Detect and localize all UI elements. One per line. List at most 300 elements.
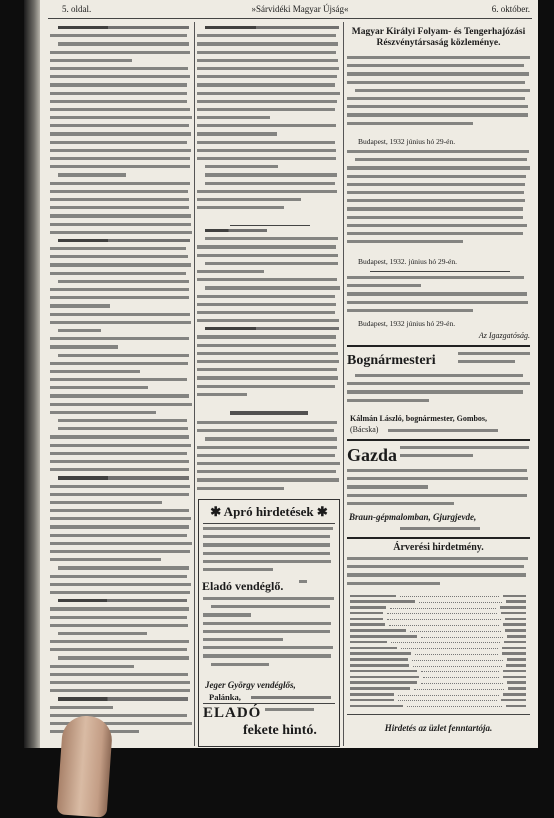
classified-inner-rule bbox=[203, 703, 335, 704]
illegible-text-line bbox=[58, 42, 189, 45]
row-place-illegible bbox=[350, 670, 417, 673]
row-dot-leader bbox=[390, 608, 496, 609]
illegible-text-line bbox=[347, 150, 529, 153]
mill-detail-illegible bbox=[400, 527, 480, 530]
illegible-text-line bbox=[50, 624, 188, 627]
illegible-text-line bbox=[197, 141, 335, 144]
wheelwright-ad-side-text bbox=[458, 352, 530, 370]
table-bottom-rule bbox=[347, 714, 530, 715]
illegible-text-line bbox=[58, 329, 101, 332]
column-1-article-text bbox=[50, 26, 192, 744]
illegible-text-line bbox=[347, 399, 429, 402]
row-dot-leader bbox=[391, 642, 499, 643]
row-dot-leader bbox=[387, 613, 497, 614]
illegible-text-line bbox=[197, 254, 338, 257]
classified-ads-box bbox=[198, 499, 340, 747]
illegible-text-line bbox=[347, 216, 523, 219]
illegible-text-line bbox=[203, 613, 251, 616]
row-place-illegible bbox=[350, 687, 410, 690]
illegible-text-line bbox=[58, 427, 188, 430]
illegible-text-line bbox=[197, 470, 336, 473]
illegible-text-line bbox=[211, 663, 269, 666]
illegible-text-line bbox=[50, 460, 189, 463]
ad-separator-2 bbox=[347, 439, 530, 441]
row-date-illegible bbox=[507, 681, 526, 684]
illegible-text-line bbox=[58, 476, 189, 479]
illegible-text-line bbox=[50, 616, 187, 619]
illegible-text-line bbox=[203, 646, 333, 649]
shipping-company-notice-title: Magyar Királyi Folyam- és Tengerhajózási Részvénytársaság közleménye. bbox=[351, 27, 526, 48]
illegible-text-line bbox=[50, 231, 192, 234]
illegible-text-line bbox=[197, 198, 301, 201]
wheelwright-ad-title: Bognármesteri bbox=[347, 353, 436, 368]
ad-title-inn-for-sale: Eladó vendéglő. bbox=[202, 579, 284, 593]
illegible-text-line bbox=[50, 386, 148, 389]
illegible-text-line bbox=[58, 280, 189, 283]
row-date-illegible bbox=[501, 612, 526, 615]
illegible-text-line bbox=[58, 697, 188, 700]
illegible-text-line bbox=[58, 173, 126, 176]
row-date-illegible bbox=[506, 600, 526, 603]
illegible-text-line bbox=[50, 542, 192, 545]
illegible-text-line bbox=[197, 352, 338, 355]
illegible-text-line bbox=[197, 278, 337, 281]
wheelwright-name: Kálmán László, bognármester, Gombos, bbox=[350, 414, 488, 423]
illegible-text-line bbox=[197, 454, 335, 457]
illegible-text-line bbox=[347, 64, 524, 67]
illegible-text-line bbox=[50, 493, 189, 496]
row-place-illegible bbox=[350, 635, 417, 638]
ad-signature: Jeger György vendéglős, bbox=[205, 680, 296, 690]
illegible-text-line bbox=[347, 494, 527, 497]
auction-table-row bbox=[350, 703, 526, 709]
illegible-text-line bbox=[299, 580, 307, 583]
illegible-text-line bbox=[205, 327, 339, 330]
row-date-illegible bbox=[506, 705, 526, 708]
illegible-text-line bbox=[50, 247, 186, 250]
article-heading-illegible bbox=[230, 411, 308, 415]
illegible-text-line bbox=[197, 108, 335, 111]
illegible-text-line bbox=[50, 214, 191, 217]
illegible-text-line bbox=[197, 190, 337, 193]
illegible-text-line bbox=[203, 535, 330, 538]
notice-date-2: Budapest, 1932. június hó 29-én. bbox=[358, 257, 457, 266]
row-date-illegible bbox=[504, 641, 526, 644]
row-place-illegible bbox=[350, 699, 394, 702]
illegible-text-line bbox=[205, 182, 335, 185]
illegible-text-line bbox=[347, 113, 528, 116]
illegible-text-line bbox=[197, 429, 334, 432]
row-date-illegible bbox=[507, 635, 526, 638]
illegible-text-line bbox=[203, 630, 330, 633]
illegible-text-line bbox=[50, 689, 190, 692]
illegible-text-line bbox=[50, 198, 189, 201]
illegible-text-line bbox=[58, 632, 147, 635]
illegible-text-line bbox=[50, 51, 190, 54]
illegible-text-line bbox=[205, 26, 339, 29]
row-dot-leader bbox=[414, 689, 504, 690]
illegible-text-line bbox=[50, 288, 189, 291]
illegible-text-line bbox=[197, 368, 337, 371]
illegible-text-line bbox=[197, 92, 340, 95]
notice-text-1 bbox=[347, 56, 530, 136]
row-dot-leader bbox=[415, 654, 498, 655]
illegible-text-line bbox=[197, 116, 270, 119]
illegible-text-line bbox=[458, 360, 515, 363]
illegible-text-line bbox=[50, 362, 188, 365]
row-date-illegible bbox=[503, 670, 526, 673]
illegible-text-line bbox=[355, 374, 523, 377]
illegible-text-line bbox=[58, 599, 187, 602]
illegible-text-line bbox=[50, 263, 191, 266]
illegible-text-line bbox=[50, 444, 191, 447]
illegible-text-line bbox=[197, 42, 338, 45]
ad-carriage-item: fekete hintó. bbox=[243, 723, 317, 738]
row-date-illegible bbox=[503, 623, 526, 626]
illegible-text-line bbox=[50, 124, 189, 127]
illegible-text-line bbox=[50, 313, 190, 316]
ad-place-detail-illegible bbox=[251, 696, 331, 699]
illegible-text-line bbox=[205, 229, 267, 232]
illegible-text-line bbox=[197, 360, 339, 363]
illegible-text-line bbox=[347, 485, 428, 488]
column-2-article-text-3 bbox=[197, 421, 340, 495]
illegible-text-line bbox=[50, 132, 191, 135]
illegible-text-line bbox=[50, 59, 132, 62]
wheelwright-ad-text bbox=[347, 374, 530, 414]
illegible-text-line bbox=[203, 560, 331, 563]
row-place-illegible bbox=[350, 618, 383, 621]
illegible-text-line bbox=[50, 157, 190, 160]
classified-ad-text-1 bbox=[203, 527, 335, 577]
illegible-text-line bbox=[347, 56, 530, 59]
illegible-text-line bbox=[50, 648, 187, 651]
column-2-article-text-2 bbox=[197, 229, 340, 409]
illegible-text-line bbox=[50, 255, 188, 258]
illegible-text-line bbox=[197, 100, 337, 103]
row-date-illegible bbox=[503, 676, 526, 679]
illegible-text-line bbox=[50, 706, 113, 709]
illegible-text-line bbox=[50, 394, 189, 397]
illegible-text-line bbox=[197, 75, 337, 78]
row-place-illegible bbox=[350, 705, 403, 708]
row-dot-leader bbox=[389, 625, 500, 626]
reader-thumb bbox=[57, 714, 114, 817]
illegible-text-line bbox=[50, 534, 187, 537]
illegible-text-line bbox=[203, 527, 333, 530]
illegible-text-line bbox=[347, 97, 525, 100]
row-date-illegible bbox=[508, 687, 526, 690]
illegible-text-line bbox=[50, 665, 134, 668]
row-dot-leader bbox=[421, 683, 502, 684]
illegible-text-line bbox=[50, 100, 187, 103]
farmer-ad-title: Gazda bbox=[347, 445, 398, 465]
illegible-text-line bbox=[50, 517, 191, 520]
page-number: 5. oldal. bbox=[62, 4, 92, 14]
illegible-text-line bbox=[50, 223, 191, 226]
auction-notice-text bbox=[347, 557, 530, 591]
farmer-ad-text bbox=[347, 469, 530, 511]
illegible-text-line bbox=[50, 435, 189, 438]
illegible-text-line bbox=[50, 673, 188, 676]
row-date-illegible bbox=[506, 664, 526, 667]
illegible-text-line bbox=[347, 166, 530, 169]
row-date-illegible bbox=[502, 647, 526, 650]
header-rule bbox=[48, 18, 532, 19]
row-place-illegible bbox=[350, 612, 383, 615]
illegible-text-line bbox=[50, 141, 187, 144]
illegible-text-line bbox=[58, 239, 190, 242]
illegible-text-line bbox=[347, 232, 523, 235]
illegible-text-line bbox=[347, 382, 530, 385]
illegible-text-line bbox=[197, 311, 335, 314]
row-date-illegible bbox=[501, 699, 526, 702]
row-dot-leader bbox=[407, 706, 502, 707]
ad-for-sale-title: ELADÓ bbox=[203, 705, 262, 721]
illegible-text-line bbox=[347, 301, 528, 304]
ad-title-side-text bbox=[291, 580, 335, 596]
illegible-text-line bbox=[50, 108, 190, 111]
auction-notice-title: Árverési hirdetmény. bbox=[393, 542, 484, 553]
illegible-text-line bbox=[347, 199, 525, 202]
row-place-illegible bbox=[350, 652, 411, 655]
illegible-text-line bbox=[347, 284, 421, 287]
illegible-text-line bbox=[347, 183, 525, 186]
illegible-text-line bbox=[58, 656, 189, 659]
row-date-illegible bbox=[500, 606, 526, 609]
ad-for-sale-side-text bbox=[265, 708, 335, 718]
illegible-text-line bbox=[203, 654, 331, 657]
row-place-illegible bbox=[350, 600, 415, 603]
issue-date: 6. október. bbox=[491, 4, 530, 14]
newspaper-page bbox=[40, 0, 538, 748]
row-place-illegible bbox=[350, 606, 386, 609]
illegible-text-line bbox=[400, 446, 529, 449]
illegible-text-line bbox=[50, 411, 156, 414]
farmer-ad-side-text bbox=[400, 446, 530, 466]
notice-signature: Az Igazgatóság. bbox=[478, 331, 530, 340]
mill-name: Braun-gépmalomban, Gjurgjevde, bbox=[349, 512, 477, 522]
illegible-text-line bbox=[347, 573, 526, 576]
row-dot-leader bbox=[387, 619, 501, 620]
illegible-text-line bbox=[50, 681, 190, 684]
illegible-text-line bbox=[197, 385, 335, 388]
illegible-text-line bbox=[58, 354, 189, 357]
notice-separator bbox=[370, 271, 510, 272]
illegible-text-line bbox=[347, 276, 524, 279]
row-date-illegible bbox=[503, 595, 526, 598]
illegible-text-line bbox=[458, 352, 530, 355]
illegible-text-line bbox=[347, 477, 528, 480]
illegible-text-line bbox=[50, 272, 186, 275]
advertising-slogan: Hirdetés az üzlet fenntartója. bbox=[384, 723, 493, 733]
row-dot-leader bbox=[413, 666, 502, 667]
illegible-text-line bbox=[205, 165, 278, 168]
illegible-text-line bbox=[197, 59, 338, 62]
illegible-text-line bbox=[347, 469, 527, 472]
illegible-text-line bbox=[197, 376, 338, 379]
illegible-text-line bbox=[197, 245, 336, 248]
illegible-text-line bbox=[50, 468, 189, 471]
illegible-text-line bbox=[347, 565, 524, 568]
illegible-text-line bbox=[347, 390, 523, 393]
illegible-text-line bbox=[347, 207, 523, 210]
row-dot-leader bbox=[410, 631, 501, 632]
illegible-text-line bbox=[347, 191, 524, 194]
illegible-text-line bbox=[197, 270, 264, 273]
row-place-illegible bbox=[350, 647, 397, 650]
row-place-illegible bbox=[350, 641, 387, 644]
illegible-text-line bbox=[197, 295, 335, 298]
notice-date-3: Budapest, 1932 június hó 29-én. bbox=[358, 319, 456, 328]
illegible-text-line bbox=[347, 502, 454, 505]
illegible-text-line bbox=[50, 714, 187, 717]
illegible-text-line bbox=[50, 607, 189, 610]
illegible-text-line bbox=[50, 321, 191, 324]
illegible-text-line bbox=[197, 132, 277, 135]
illegible-text-line bbox=[50, 550, 190, 553]
notice-text-3 bbox=[347, 276, 530, 318]
illegible-text-line bbox=[203, 543, 330, 546]
illegible-text-line bbox=[197, 67, 339, 70]
row-place-illegible bbox=[350, 595, 396, 598]
row-dot-leader bbox=[423, 677, 499, 678]
illegible-text-line bbox=[50, 583, 191, 586]
illegible-text-line bbox=[400, 454, 473, 457]
illegible-text-line bbox=[347, 105, 528, 108]
illegible-text-line bbox=[197, 124, 336, 127]
illegible-text-line bbox=[347, 582, 440, 585]
illegible-text-line bbox=[50, 485, 190, 488]
illegible-text-line bbox=[50, 558, 161, 561]
illegible-text-line bbox=[50, 509, 189, 512]
illegible-text-line bbox=[197, 206, 284, 209]
illegible-text-line bbox=[197, 421, 337, 424]
illegible-text-line bbox=[197, 51, 336, 54]
notice-text-2 bbox=[347, 150, 530, 256]
illegible-text-line bbox=[50, 378, 187, 381]
illegible-text-line bbox=[50, 337, 189, 340]
illegible-text-line bbox=[205, 237, 338, 240]
illegible-text-line bbox=[203, 597, 334, 600]
illegible-text-line bbox=[347, 81, 525, 84]
illegible-text-line bbox=[50, 149, 191, 152]
wheelwright-place-detail-illegible bbox=[388, 429, 498, 432]
illegible-text-line bbox=[205, 173, 337, 176]
illegible-text-line bbox=[203, 638, 283, 641]
illegible-text-line bbox=[347, 309, 473, 312]
illegible-text-line bbox=[197, 487, 284, 490]
illegible-text-line bbox=[265, 708, 314, 711]
illegible-text-line bbox=[50, 403, 192, 406]
illegible-text-line bbox=[205, 437, 337, 440]
row-date-illegible bbox=[503, 693, 526, 696]
illegible-text-line bbox=[347, 240, 463, 243]
illegible-text-line bbox=[50, 370, 140, 373]
illegible-text-line bbox=[197, 34, 336, 37]
illegible-text-line bbox=[355, 158, 527, 161]
illegible-text-line bbox=[347, 224, 527, 227]
column-rule-1 bbox=[194, 22, 195, 746]
illegible-text-line bbox=[50, 116, 192, 119]
illegible-text-line bbox=[58, 566, 189, 569]
illegible-text-line bbox=[58, 26, 189, 29]
notice-date-1: Budapest, 1932 június hó 29-én. bbox=[358, 137, 456, 146]
illegible-text-line bbox=[50, 452, 187, 455]
illegible-text-line bbox=[347, 557, 528, 560]
illegible-text-line bbox=[347, 72, 529, 75]
illegible-text-line bbox=[50, 34, 187, 37]
row-place-illegible bbox=[350, 629, 406, 632]
illegible-text-line bbox=[50, 165, 190, 168]
illegible-text-line bbox=[347, 175, 526, 178]
illegible-text-line bbox=[197, 446, 337, 449]
row-dot-leader bbox=[401, 648, 498, 649]
row-dot-leader bbox=[419, 602, 502, 603]
illegible-text-line bbox=[347, 292, 527, 295]
auction-schedule-table bbox=[350, 593, 526, 711]
classified-title-rule bbox=[203, 523, 335, 524]
row-date-illegible bbox=[505, 629, 526, 632]
illegible-text-line bbox=[50, 296, 189, 299]
illegible-text-line bbox=[197, 319, 339, 322]
illegible-text-line bbox=[50, 575, 187, 578]
row-dot-leader bbox=[412, 660, 504, 661]
masthead: »Sárvidéki Magyar Újság« bbox=[251, 4, 349, 14]
illegible-text-line bbox=[355, 89, 530, 92]
row-place-illegible bbox=[350, 623, 385, 626]
illegible-text-line bbox=[197, 344, 336, 347]
illegible-text-line bbox=[197, 83, 335, 86]
row-dot-leader bbox=[421, 637, 503, 638]
row-place-illegible bbox=[350, 681, 417, 684]
illegible-text-line bbox=[50, 525, 189, 528]
illegible-text-line bbox=[50, 501, 162, 504]
illegible-text-line bbox=[50, 304, 110, 307]
classified-ads-title: ✱ Apró hirdetések ✱ bbox=[210, 504, 328, 519]
row-dot-leader bbox=[398, 695, 500, 696]
article-separator bbox=[230, 225, 310, 226]
illegible-text-line bbox=[50, 206, 189, 209]
illegible-text-line bbox=[50, 640, 189, 643]
row-date-illegible bbox=[507, 658, 526, 661]
illegible-text-line bbox=[205, 286, 340, 289]
illegible-text-line bbox=[197, 303, 336, 306]
illegible-text-line bbox=[50, 75, 190, 78]
row-place-illegible bbox=[350, 658, 408, 661]
column-2-article-text-1 bbox=[197, 26, 340, 222]
row-dot-leader bbox=[400, 596, 499, 597]
wheelwright-place: (Bácska) bbox=[350, 425, 379, 434]
illegible-text-line bbox=[50, 591, 190, 594]
illegible-text-line bbox=[203, 552, 330, 555]
illegible-text-line bbox=[197, 462, 340, 465]
row-place-illegible bbox=[350, 676, 419, 679]
ad-separator-3 bbox=[347, 537, 530, 539]
illegible-text-line bbox=[203, 568, 273, 571]
ad-separator-1 bbox=[347, 345, 530, 347]
row-place-illegible bbox=[350, 693, 394, 696]
illegible-text-line bbox=[50, 182, 190, 185]
illegible-text-line bbox=[58, 419, 187, 422]
row-place-illegible bbox=[350, 664, 409, 667]
column-rule-2 bbox=[343, 22, 344, 746]
ad-place: Palánka, bbox=[209, 692, 241, 702]
illegible-text-line bbox=[347, 122, 473, 125]
row-dot-leader bbox=[398, 700, 498, 701]
illegible-text-line bbox=[50, 67, 188, 70]
illegible-text-line bbox=[197, 157, 336, 160]
